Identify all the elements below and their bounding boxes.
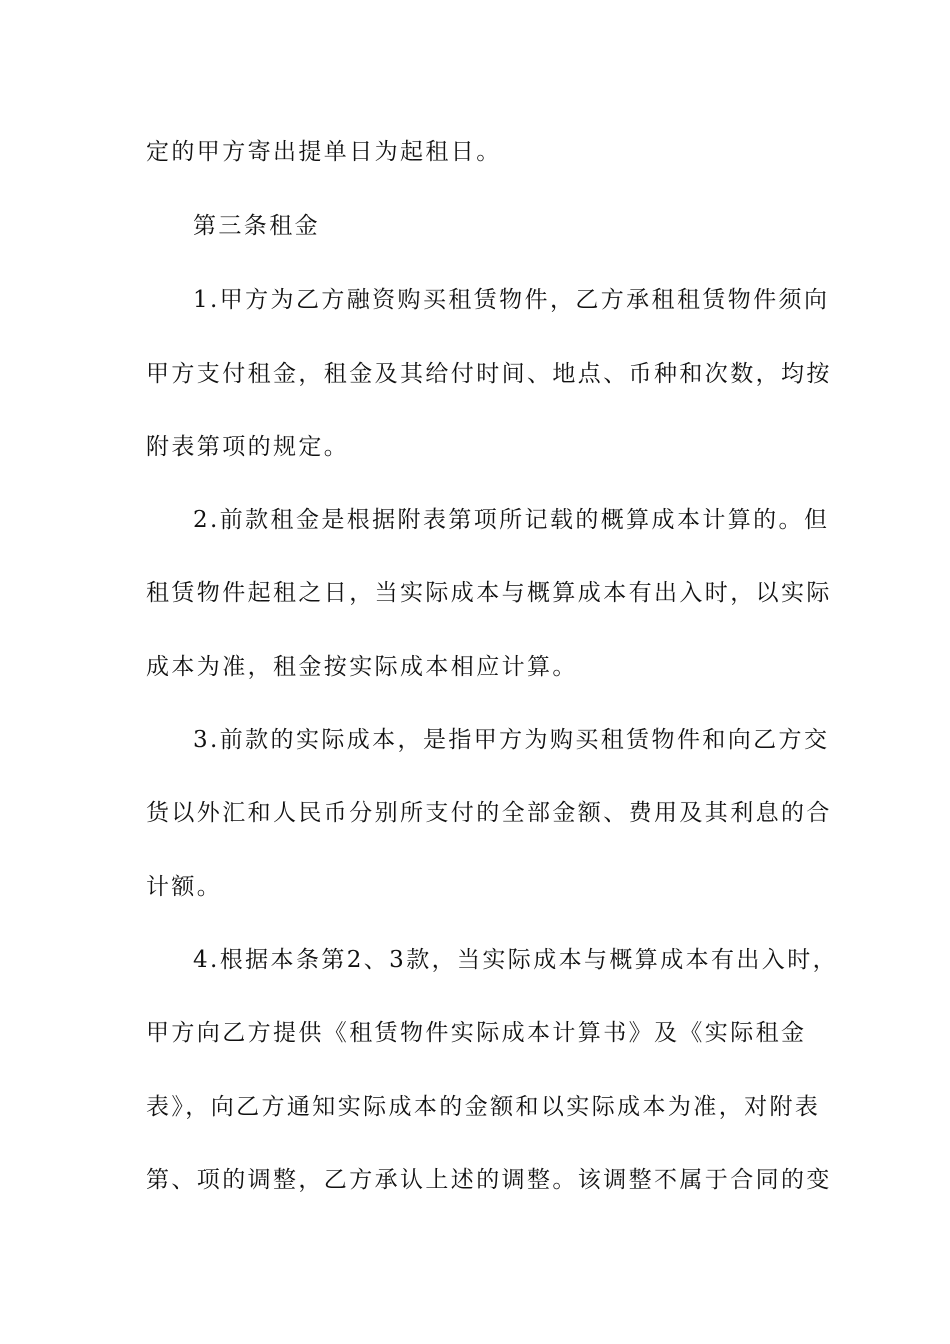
- text-line-12: 4.根据本条第2、3款，当实际成本与概算成本有出入时，: [193, 947, 839, 973]
- text-line-5: 附表第项的规定。: [146, 434, 350, 460]
- text-line-6: 2.前款租金是根据附表第项所记载的概算成本计算的。但: [193, 507, 830, 533]
- section-heading: 第三条租金: [193, 213, 320, 239]
- text-line-14: 表》，向乙方通知实际成本的金额和以实际成本为准，对附表: [146, 1094, 821, 1120]
- text-line-8: 成本为准，租金按实际成本相应计算。: [146, 654, 578, 680]
- text-line-7: 租赁物件起租之日，当实际成本与概算成本有出入时，以实际: [146, 580, 832, 606]
- text-line-4: 甲方支付租金，租金及其给付时间、地点、币种和次数，均按: [146, 361, 832, 387]
- text-line-13: 甲方向乙方提供《租赁物件实际成本计算书》及《实际租金: [146, 1020, 807, 1046]
- text-line-15: 第、项的调整，乙方承认上述的调整。该调整不属于合同的变: [146, 1167, 832, 1193]
- text-line-3: 1.甲方为乙方融资购买租赁物件，乙方承租租赁物件须向: [193, 287, 830, 313]
- text-line-9: 3.前款的实际成本，是指甲方为购买租赁物件和向乙方交: [193, 727, 830, 753]
- text-line-1: 定的甲方寄出提单日为起租日。: [146, 139, 502, 165]
- text-line-11: 计额。: [146, 874, 223, 900]
- text-line-10: 货以外汇和人民币分别所支付的全部金额、费用及其利息的合: [146, 800, 832, 826]
